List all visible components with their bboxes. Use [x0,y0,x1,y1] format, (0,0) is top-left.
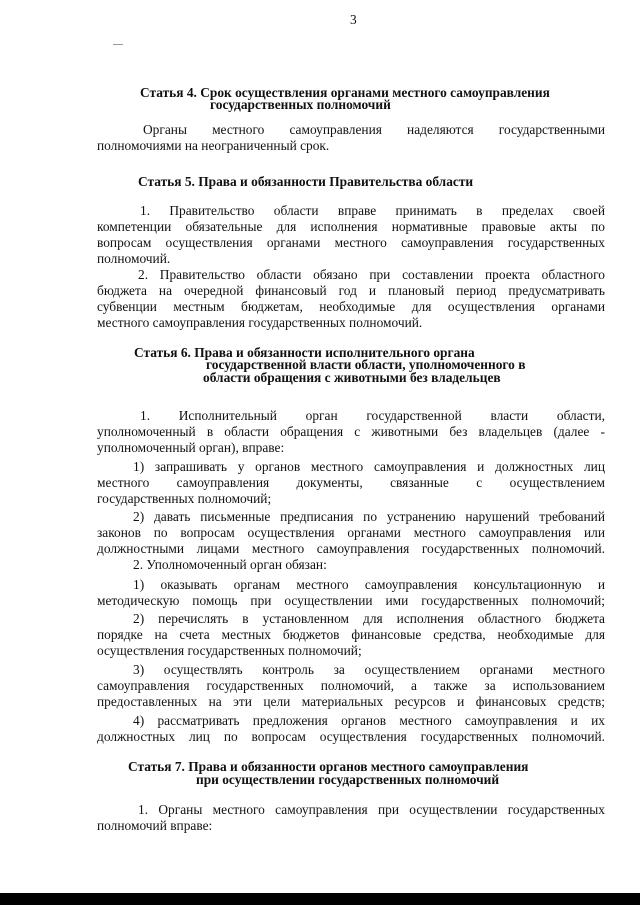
article6-paragraph-line: 2. Уполномоченный орган обязан: [133,557,327,572]
scan-border-bottom [0,893,640,905]
article4-heading-line2: государственных полномочий [210,97,391,112]
article6-list-item-line: 1) оказывать органам местного самоуправления консультационную и [133,577,605,592]
article5-paragraph-line: 2. Правительство области обязано при составлении проекта областного [138,267,605,282]
article5-paragraph-line: местного самоуправления государственных полномочий. [97,315,423,330]
article6-paragraph-line: уполномоченный в области обращения с животными без владельцев (далее - [97,424,605,439]
article6-heading-line2: государственной власти области, уполномоченного в [206,357,526,372]
article5-paragraph-line: вопросам осуществления органами местного самоуправления государственных [97,235,605,250]
article6-list-item-line: 3) осуществлять контроль за осуществлением органами местного [133,662,605,677]
article6-list-item-line: государственных полномочий; [97,491,272,506]
article6-list-item-line: осуществления государственных полномочий; [97,643,362,658]
article6-list-item-line: местного самоуправления документы, связанные с осуществлением [97,475,605,490]
article7-paragraph-line: 1. Органы местного самоуправления при осуществлении государственных [138,802,605,817]
article6-list-item-line: 4) рассматривать предложения органов местного самоуправления и их [133,713,605,728]
article7-paragraph-line: полномочий вправе: [97,818,213,833]
article6-list-item-line: должностных лиц по вопросам осуществления государственных полномочий. [97,729,605,744]
article6-list-item-line: 1) запрашивать у органов местного самоуправления и должностных лиц [133,459,605,474]
article5-heading: Статья 5. Права и обязанности Правительства области [138,174,474,189]
article6-list-item-line: законов по вопросам осуществления органами местного самоуправления или [97,525,605,540]
article5-paragraph-line: полномочий. [97,251,171,266]
article4-heading-line1: Статья 4. Срок осуществления органами местного самоуправления [140,85,550,100]
scan-mark [113,44,123,45]
article6-paragraph-line: 1. Исполнительный орган государственной власти области, [140,408,605,423]
article6-list-item-line: 2) давать письменные предписания по устранению нарушений требований [133,509,605,524]
article6-heading-line1: Статья 6. Права и обязанности исполнительного органа [134,345,475,360]
article6-list-item-line: методическую помощь при осуществлении ими государственных полномочий; [97,593,605,608]
article7-heading-line1: Статья 7. Права и обязанности органов местного самоуправления [128,759,529,774]
article6-list-item-line: должностными лицами местного самоуправления государственных полномочий. [97,541,605,556]
article5-paragraph-line: 1. Правительство области вправе принимать в пределах своей [140,203,605,218]
article6-list-item-line: самоуправления государственных полномочий, а также за использованием [97,678,605,693]
article5-paragraph-line: субвенции местным бюджетам, необходимые для осуществления органами [97,299,605,314]
article5-paragraph-line: компетенции обязательные для исполнения нормативные правовые акты по [97,219,605,234]
article4-paragraph-line: Органы местного самоуправления наделяются государственными [143,122,605,137]
article6-list-item-line: порядке на счета местных бюджетов финансовые средства, необходимые для [97,627,605,642]
article5-paragraph-line: бюджета на очередной финансовый год и плановый период предусматривать [97,283,605,298]
article7-heading-line2: при осуществлении государственных полномочий [196,772,500,787]
article6-list-item-line: 2) перечислять в установленном для исполнения областного бюджета [133,611,605,626]
article6-list-item-line: предоставленных на эти цели материальных ресурсов и финансовых средств; [97,694,605,709]
article6-paragraph-line: уполномоченный орган), вправе: [97,440,285,455]
article6-heading-line3: области обращения с животными без владельцев [203,370,501,385]
page-number: 3 [350,12,357,27]
article4-paragraph-line: полномочиями на неограниченный срок. [97,138,330,153]
